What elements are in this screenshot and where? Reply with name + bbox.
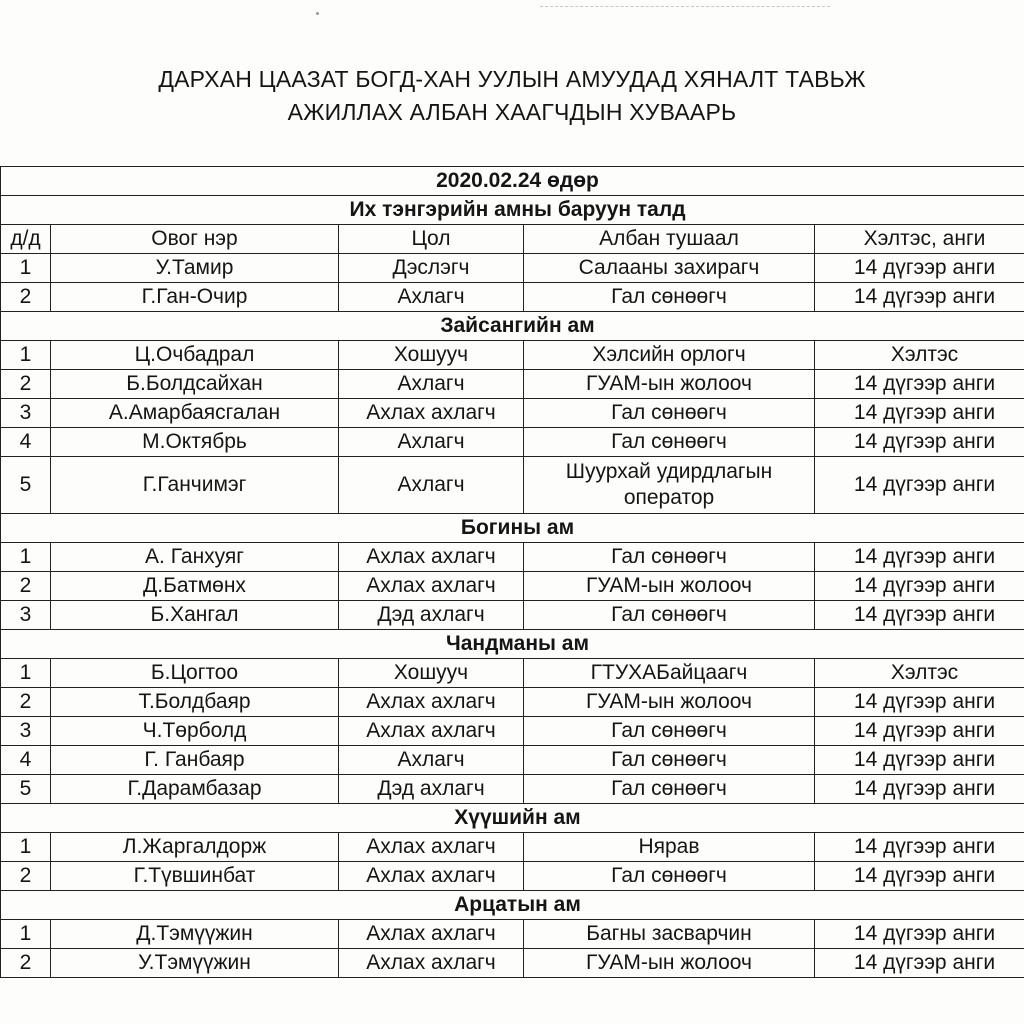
section-header-row (1, 804, 1024, 833)
row-number-cell: 1 (1, 659, 51, 688)
rank-cell: Ахлах ахлагч (339, 920, 524, 949)
row-number-cell: 1 (1, 254, 51, 283)
row-number-cell: 2 (1, 949, 51, 978)
full-name-cell: Г.Дарамбазар (51, 775, 339, 804)
full-name-cell: У.Тэмүүжин (51, 949, 339, 978)
row-number-cell: 5 (1, 457, 51, 514)
full-name-cell: Б.Хангал (51, 601, 339, 630)
rank-cell: Ахлах ахлагч (339, 862, 524, 891)
column-header: Овог нэр (51, 225, 339, 254)
department-cell: 14 дүгээр анги (815, 254, 1024, 283)
section-name: Чандманы ам (1, 630, 1024, 659)
position-cell: Гал сөнөөгч (524, 601, 815, 630)
rank-cell: Ахлагч (339, 428, 524, 457)
position-cell: Гал сөнөөгч (524, 399, 815, 428)
position-cell: Гал сөнөөгч (524, 746, 815, 775)
rank-cell: Ахлагч (339, 370, 524, 399)
section-header-row (1, 312, 1024, 341)
section-name: Хүүшийн ам (1, 804, 1024, 833)
full-name-cell: Т.Болдбаяр (51, 688, 339, 717)
rank-cell: Ахлах ахлагч (339, 949, 524, 978)
table-row (1, 572, 1024, 601)
full-name-cell: Г. Ганбаяр (51, 746, 339, 775)
department-cell: 14 дүгээр анги (815, 283, 1024, 312)
department-cell: 14 дүгээр анги (815, 862, 1024, 891)
section-header-row (1, 196, 1024, 225)
document-title-line-1: ДАРХАН ЦААЗАТ БОГД-ХАН УУЛЫН АМУУДАД ХЯНАЛТ ТАВЬЖ (158, 66, 866, 92)
rank-cell: Ахлах ахлагч (339, 688, 524, 717)
row-number-cell: 3 (1, 601, 51, 630)
department-cell: 14 дүгээр анги (815, 949, 1024, 978)
position-cell: Гал сөнөөгч (524, 283, 815, 312)
column-header: д/д (1, 225, 51, 254)
position-cell: Нярав (524, 833, 815, 862)
position-cell: Гал сөнөөгч (524, 717, 815, 746)
scan-artifact (540, 0, 830, 7)
rank-cell: Дэслэгч (339, 254, 524, 283)
row-number-cell: 1 (1, 833, 51, 862)
full-name-cell: Г.Ган-Очир (51, 283, 339, 312)
schedule-date: 2020.02.24 өдөр (1, 167, 1024, 196)
department-cell: 14 дүгээр анги (815, 775, 1024, 804)
table-row (1, 370, 1024, 399)
table-row (1, 833, 1024, 862)
row-number-cell: 5 (1, 775, 51, 804)
position-cell: Хэлсийн орлогч (524, 341, 815, 370)
table-row (1, 428, 1024, 457)
department-cell: Хэлтэс (815, 659, 1024, 688)
full-name-cell: У.Тамир (51, 254, 339, 283)
table-row (1, 688, 1024, 717)
department-cell: 14 дүгээр анги (815, 717, 1024, 746)
position-cell: Гал сөнөөгч (524, 428, 815, 457)
section-name: Арцатын ам (1, 891, 1024, 920)
table-row (1, 920, 1024, 949)
position-cell: Гал сөнөөгч (524, 543, 815, 572)
section-header-row (1, 891, 1024, 920)
department-cell: 14 дүгээр анги (815, 572, 1024, 601)
table-row (1, 457, 1024, 514)
row-number-cell: 4 (1, 428, 51, 457)
row-number-cell: 3 (1, 717, 51, 746)
row-number-cell: 2 (1, 572, 51, 601)
section-name: Богины ам (1, 514, 1024, 543)
position-cell: Багны засварчин (524, 920, 815, 949)
schedule-table-body (1, 167, 1024, 978)
full-name-cell: М.Октябрь (51, 428, 339, 457)
position-cell: ГУАМ-ын жолооч (524, 370, 815, 399)
rank-cell: Ахлах ахлагч (339, 833, 524, 862)
department-cell: 14 дүгээр анги (815, 688, 1024, 717)
row-number-cell: 1 (1, 543, 51, 572)
table-row (1, 543, 1024, 572)
date-row (1, 167, 1024, 196)
document-title-line-2: АЖИЛЛАХ АЛБАН ХААГЧДЫН ХУВААРЬ (287, 99, 737, 125)
position-cell: Салааны захирагч (524, 254, 815, 283)
position-cell: ГУАМ-ын жолооч (524, 688, 815, 717)
row-number-cell: 4 (1, 746, 51, 775)
rank-cell: Ахлагч (339, 457, 524, 514)
section-name: Их тэнгэрийн амны баруун талд (1, 196, 1024, 225)
table-row (1, 717, 1024, 746)
row-number-cell: 1 (1, 341, 51, 370)
full-name-cell: Б.Болдсайхан (51, 370, 339, 399)
full-name-cell: Г.Ганчимэг (51, 457, 339, 514)
section-header-row (1, 630, 1024, 659)
row-number-cell: 2 (1, 370, 51, 399)
scan-speck (316, 12, 319, 15)
full-name-cell: Д.Тэмүүжин (51, 920, 339, 949)
full-name-cell: Ц.Очбадрал (51, 341, 339, 370)
table-row (1, 775, 1024, 804)
position-cell: ГУАМ-ын жолооч (524, 572, 815, 601)
rank-cell: Ахлах ахлагч (339, 543, 524, 572)
rank-cell: Ахлах ахлагч (339, 399, 524, 428)
department-cell: 14 дүгээр анги (815, 428, 1024, 457)
table-row (1, 949, 1024, 978)
section-name: Зайсангийн ам (1, 312, 1024, 341)
row-number-cell: 2 (1, 688, 51, 717)
full-name-cell: А. Ганхуяг (51, 543, 339, 572)
position-cell: ГТУХАБайцаагч (524, 659, 815, 688)
table-row (1, 341, 1024, 370)
position-cell: Шуурхай удирдлагын оператор (524, 457, 815, 514)
row-number-cell: 2 (1, 283, 51, 312)
table-row (1, 399, 1024, 428)
position-cell: Гал сөнөөгч (524, 775, 815, 804)
department-cell: Хэлтэс (815, 341, 1024, 370)
table-row (1, 601, 1024, 630)
table-row (1, 659, 1024, 688)
position-cell: Гал сөнөөгч (524, 862, 815, 891)
table-row (1, 254, 1024, 283)
full-name-cell: Л.Жаргалдорж (51, 833, 339, 862)
table-row (1, 746, 1024, 775)
rank-cell: Ахлагч (339, 746, 524, 775)
rank-cell: Дэд ахлагч (339, 601, 524, 630)
position-cell: ГУАМ-ын жолооч (524, 949, 815, 978)
department-cell: 14 дүгээр анги (815, 370, 1024, 399)
full-name-cell: Б.Цогтоо (51, 659, 339, 688)
rank-cell: Ахлах ахлагч (339, 717, 524, 746)
full-name-cell: Г.Түвшинбат (51, 862, 339, 891)
section-header-row (1, 514, 1024, 543)
row-number-cell: 3 (1, 399, 51, 428)
table-row (1, 283, 1024, 312)
department-cell: 14 дүгээр анги (815, 457, 1024, 514)
row-number-cell: 1 (1, 920, 51, 949)
rank-cell: Дэд ахлагч (339, 775, 524, 804)
full-name-cell: Д.Батмөнх (51, 572, 339, 601)
department-cell: 14 дүгээр анги (815, 543, 1024, 572)
full-name-cell: А.Амарбаясгалан (51, 399, 339, 428)
column-header-row (1, 225, 1024, 254)
rank-cell: Хошууч (339, 659, 524, 688)
rank-cell: Хошууч (339, 341, 524, 370)
department-cell: 14 дүгээр анги (815, 746, 1024, 775)
column-header: Хэлтэс, анги (815, 225, 1024, 254)
department-cell: 14 дүгээр анги (815, 601, 1024, 630)
schedule-table (0, 166, 1024, 978)
column-header: Албан тушаал (524, 225, 815, 254)
department-cell: 14 дүгээр анги (815, 833, 1024, 862)
table-row (1, 862, 1024, 891)
rank-cell: Ахлах ахлагч (339, 572, 524, 601)
department-cell: 14 дүгээр анги (815, 399, 1024, 428)
full-name-cell: Ч.Төрболд (51, 717, 339, 746)
row-number-cell: 2 (1, 862, 51, 891)
column-header: Цол (339, 225, 524, 254)
rank-cell: Ахлагч (339, 283, 524, 312)
department-cell: 14 дүгээр анги (815, 920, 1024, 949)
